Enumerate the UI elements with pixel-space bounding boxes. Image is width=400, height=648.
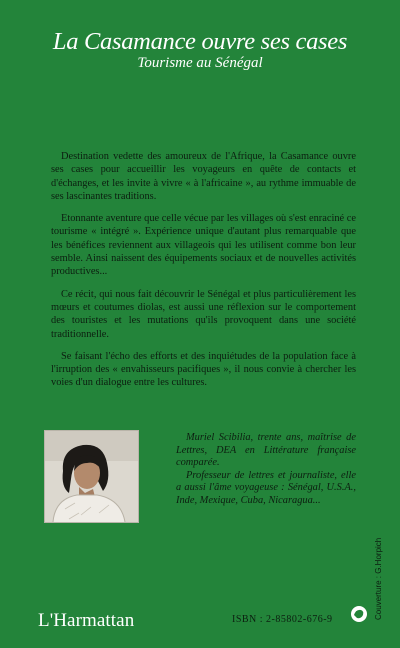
author-bio-paragraph: Professeur de lettres et journaliste, elle a aussi l'âme voyageuse : Sénégal, U.S.A., Inde, Mexique, Cuba, Nicaragua...: [176, 469, 356, 506]
author-bio: [176, 432, 356, 508]
blurb-paragraph: Se faisant l'écho des efforts et des inquiétudes de la population face à l'irruption des « envahisseurs pacifiques », il nous convie à chercher les voies d'un dialogue entre les cultures.: [51, 350, 356, 389]
blurb-paragraph: Ce récit, qui nous fait découvrir le Sénégal et plus particulièrement les mœurs et coutumes diolas, est aussi une réflexion sur le comportement des touristes et les mutations qu'ils provoquent dans une société traditionnelle.: [51, 288, 356, 340]
author-bio-paragraph: Muriel Scibilia, trente ans, maîtrise de Lettres, DEA en Littérature française comparée.: [176, 432, 356, 469]
blurb: [51, 150, 356, 399]
publisher-logo-text: L'Harmattan: [38, 610, 135, 631]
blurb-paragraph: Destination vedette des amoureux de l'Afrique, la Casamance ouvre ses cases pour accueillir les voyageurs en quête de contacts et d'échanges, et les invite à vivre « à l'africaine », au rythme immuable de ses lascinantes traditions.: [51, 151, 356, 202]
book-title: La Casamance ouvre ses cases: [52, 28, 348, 55]
publisher-emblem-icon: [350, 605, 368, 623]
author-photo: [44, 430, 139, 523]
author-photo-image: [45, 431, 138, 522]
blurb-paragraph: Etonnante aventure que celle vécue par les villages où s'est enraciné ce tourisme « intégré ». Expérience unique d'autant plus remarquable que les bénéfices reviennent aux villageois qui les utilisent comme bon leur semble. Ainsi naissent des équipements sociaux et de nouvelles activités productives...: [51, 213, 356, 278]
isbn: ISBN : 2-85802-676-9: [232, 614, 333, 625]
book-subtitle: Tourisme au Sénégal: [137, 55, 263, 71]
cover-credit: Couverture : G.Horpich: [374, 537, 383, 620]
